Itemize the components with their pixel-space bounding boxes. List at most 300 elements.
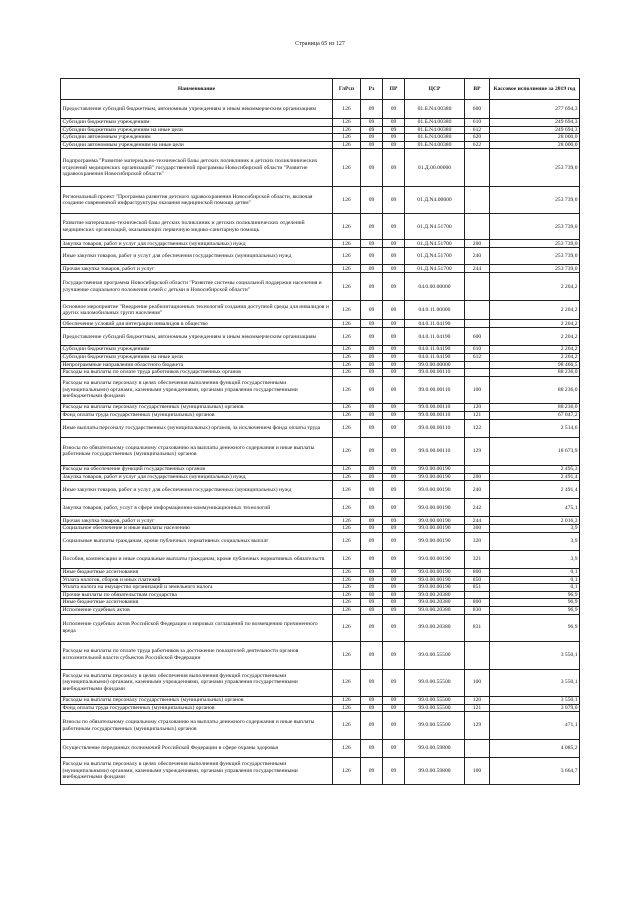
cell-pr: 09 bbox=[383, 599, 405, 607]
cell-vr: 240 bbox=[465, 481, 490, 499]
cell-csr: 01.Д.00.00000 bbox=[405, 149, 465, 187]
cell-name: Фонд оплаты труда государственных (муниципальных) органов bbox=[61, 704, 333, 712]
cell-name: Осуществление переданных полномочий Российской Федерации в сфере охраны здоровья bbox=[61, 740, 333, 758]
cell-pr: 09 bbox=[383, 141, 405, 149]
column-header-rz: Рз bbox=[361, 79, 383, 100]
cell-amount: 3 079,0 bbox=[490, 704, 580, 712]
cell-grbs: 126 bbox=[333, 517, 361, 525]
table-row bbox=[61, 591, 580, 599]
cell-csr: 04.0.11.00000 bbox=[405, 301, 465, 320]
cell-rz: 09 bbox=[361, 149, 383, 187]
cell-name: Расходы на выплаты персоналу государственных (муниципальных) органов bbox=[61, 696, 333, 704]
cell-amount: 253 739,0 bbox=[490, 240, 580, 248]
cell-name: Субсидии бюджетным учреждениям bbox=[61, 119, 333, 127]
cell-grbs: 126 bbox=[333, 361, 361, 369]
cell-rz: 09 bbox=[361, 273, 383, 301]
cell-csr: 01.Д.N4.51700 bbox=[405, 240, 465, 248]
cell-pr: 09 bbox=[383, 404, 405, 412]
table-row bbox=[61, 187, 580, 214]
cell-name: Предоставление субсидий бюджетным, автономным учреждениям и иным некоммерческим организациям bbox=[61, 328, 333, 346]
cell-grbs: 126 bbox=[333, 134, 361, 142]
cell-csr: 99.0.00.00110 bbox=[405, 419, 465, 437]
cell-rz: 09 bbox=[361, 525, 383, 533]
cell-grbs: 126 bbox=[333, 758, 361, 785]
cell-name: Исполнение судебных актов Российской Федерации и мировых соглашений по возмещению причиненного вреда bbox=[61, 614, 333, 641]
cell-amount: 3,9 bbox=[490, 550, 580, 568]
column-header-amount: Кассовое исполнение за 2019 год bbox=[490, 79, 580, 100]
table-row bbox=[61, 119, 580, 127]
cell-grbs: 126 bbox=[333, 696, 361, 704]
cell-grbs: 126 bbox=[333, 465, 361, 473]
cell-vr bbox=[465, 187, 490, 214]
cell-vr: 850 bbox=[465, 576, 490, 584]
cell-vr: 121 bbox=[465, 412, 490, 420]
cell-pr: 09 bbox=[383, 248, 405, 265]
cell-grbs: 126 bbox=[333, 473, 361, 481]
cell-grbs: 126 bbox=[333, 419, 361, 437]
cell-rz: 09 bbox=[361, 412, 383, 420]
cell-vr: 851 bbox=[465, 584, 490, 592]
cell-pr: 09 bbox=[383, 669, 405, 696]
cell-amount: 253 739,0 bbox=[490, 265, 580, 273]
cell-name: Уплата налога на имущество организаций и земельного налога bbox=[61, 584, 333, 592]
cell-amount: 3 550,1 bbox=[490, 641, 580, 669]
cell-pr: 09 bbox=[383, 465, 405, 473]
column-header-csr: ЦСР bbox=[405, 79, 465, 100]
cell-grbs: 126 bbox=[333, 301, 361, 320]
cell-vr: 830 bbox=[465, 606, 490, 614]
cell-amount: 2 204,2 bbox=[490, 346, 580, 354]
cell-pr: 09 bbox=[383, 419, 405, 437]
cell-vr bbox=[465, 214, 490, 240]
cell-rz: 09 bbox=[361, 591, 383, 599]
cell-rz: 09 bbox=[361, 353, 383, 361]
cell-csr: 01.Б.N4.00380 bbox=[405, 141, 465, 149]
cell-vr: 244 bbox=[465, 517, 490, 525]
cell-rz: 09 bbox=[361, 758, 383, 785]
table-row bbox=[61, 320, 580, 328]
cell-rz: 09 bbox=[361, 240, 383, 248]
cell-vr: 612 bbox=[465, 353, 490, 361]
column-header-name: Наименование bbox=[61, 79, 333, 100]
cell-amount: 88 236,0 bbox=[490, 377, 580, 404]
column-header-grbs: ГлРсп bbox=[333, 79, 361, 100]
cell-name: Иные закупки товаров, работ и услуг для обеспечения государственных (муниципальных) нужд bbox=[61, 248, 333, 265]
table-row bbox=[61, 134, 580, 142]
cell-grbs: 126 bbox=[333, 353, 361, 361]
cell-amount: 2 204,2 bbox=[490, 320, 580, 328]
cell-vr: 121 bbox=[465, 704, 490, 712]
cell-vr: 620 bbox=[465, 134, 490, 142]
cell-csr: 04.0.11.04190 bbox=[405, 328, 465, 346]
cell-grbs: 126 bbox=[333, 614, 361, 641]
cell-name: Региональный проект "Программа развития детского здравоохранения Новосибирской области, включая создание современной инфраструктуры оказания медицинской помощи детям" bbox=[61, 187, 333, 214]
table-row bbox=[61, 465, 580, 473]
cell-grbs: 126 bbox=[333, 669, 361, 696]
cell-csr: 99.0.00.00190 bbox=[405, 525, 465, 533]
cell-csr: 99.0.00.00110 bbox=[405, 412, 465, 420]
cell-amount: 2 204,2 bbox=[490, 328, 580, 346]
cell-pr: 09 bbox=[383, 696, 405, 704]
cell-rz: 09 bbox=[361, 126, 383, 134]
cell-name: Пособия, компенсации и иные социальные выплаты гражданам, кроме публичных нормативных обязательств bbox=[61, 550, 333, 568]
table-row bbox=[61, 437, 580, 465]
cell-vr bbox=[465, 641, 490, 669]
cell-amount: 3 664,7 bbox=[490, 758, 580, 785]
cell-csr: 99.0.00.00000 bbox=[405, 361, 465, 369]
cell-grbs: 126 bbox=[333, 149, 361, 187]
table-row bbox=[61, 550, 580, 568]
cell-rz: 09 bbox=[361, 517, 383, 525]
cell-vr: 831 bbox=[465, 614, 490, 641]
cell-grbs: 126 bbox=[333, 187, 361, 214]
cell-rz: 09 bbox=[361, 740, 383, 758]
cell-grbs: 126 bbox=[333, 704, 361, 712]
cell-name: Государственная программа Новосибирской области "Развитие системы социальной поддержки населения и улучшение социального положения семей с детьми в Новосибирской области" bbox=[61, 273, 333, 301]
cell-rz: 09 bbox=[361, 214, 383, 240]
column-header-pr: ПР bbox=[383, 79, 405, 100]
cell-csr: 99.0.00.55500 bbox=[405, 696, 465, 704]
cell-amount: 28 000,0 bbox=[490, 134, 580, 142]
cell-vr: 129 bbox=[465, 437, 490, 465]
table-row bbox=[61, 404, 580, 412]
cell-amount: 475,1 bbox=[490, 499, 580, 517]
cell-amount: 3,9 bbox=[490, 532, 580, 550]
cell-grbs: 126 bbox=[333, 532, 361, 550]
cell-vr: 129 bbox=[465, 712, 490, 740]
cell-name: Уплата налогов, сборов и иных платежей bbox=[61, 576, 333, 584]
cell-rz: 09 bbox=[361, 606, 383, 614]
cell-name: Иные бюджетные ассигнования bbox=[61, 568, 333, 576]
cell-pr: 09 bbox=[383, 499, 405, 517]
cell-amount: 2 491,4 bbox=[490, 473, 580, 481]
cell-name: Иные закупки товаров, работ и услуг для обеспечения государственных (муниципальных) нужд bbox=[61, 481, 333, 499]
table-header-row bbox=[61, 79, 580, 100]
cell-rz: 09 bbox=[361, 576, 383, 584]
cell-amount: 3 550,1 bbox=[490, 696, 580, 704]
cell-vr: 321 bbox=[465, 550, 490, 568]
cell-vr: 300 bbox=[465, 525, 490, 533]
cell-rz: 09 bbox=[361, 320, 383, 328]
table-row bbox=[61, 606, 580, 614]
cell-amount: 253 739,0 bbox=[490, 214, 580, 240]
cell-grbs: 126 bbox=[333, 126, 361, 134]
table-row bbox=[61, 240, 580, 248]
cell-name: Расходы на выплаты персоналу в целях обеспечения выполнения функций государственными (муниципальными) органами, казенными учреждениями, органами управления государственными внебюджетными фондами bbox=[61, 669, 333, 696]
cell-amount: 18 673,9 bbox=[490, 437, 580, 465]
cell-amount: 28 000,0 bbox=[490, 141, 580, 149]
cell-name: Субсидии автономным учреждениям bbox=[61, 134, 333, 142]
cell-rz: 09 bbox=[361, 100, 383, 119]
cell-pr: 09 bbox=[383, 240, 405, 248]
cell-csr: 99.0.00.00110 bbox=[405, 377, 465, 404]
cell-pr: 09 bbox=[383, 361, 405, 369]
cell-vr: 600 bbox=[465, 100, 490, 119]
cell-amount: 67 047,2 bbox=[490, 412, 580, 420]
cell-rz: 09 bbox=[361, 301, 383, 320]
cell-pr: 09 bbox=[383, 704, 405, 712]
cell-rz: 09 bbox=[361, 532, 383, 550]
cell-vr bbox=[465, 301, 490, 320]
table-row bbox=[61, 361, 580, 369]
cell-grbs: 126 bbox=[333, 576, 361, 584]
cell-amount: 96,9 bbox=[490, 614, 580, 641]
cell-csr: 99.0.00.59800 bbox=[405, 740, 465, 758]
cell-name: Расходы на выплаты персоналу в целях обеспечения выполнения функций государственными (муниципальными) органами, казенными учреждениями, органами управления государственными внебюджетными фондами bbox=[61, 377, 333, 404]
cell-csr: 01.Д.N4.00000 bbox=[405, 187, 465, 214]
cell-pr: 09 bbox=[383, 377, 405, 404]
cell-pr: 09 bbox=[383, 614, 405, 641]
cell-pr: 09 bbox=[383, 517, 405, 525]
cell-grbs: 126 bbox=[333, 100, 361, 119]
cell-amount: 96,9 bbox=[490, 591, 580, 599]
cell-rz: 09 bbox=[361, 437, 383, 465]
cell-name: Расходы на выплаты по оплате труда работников государственных органов bbox=[61, 369, 333, 377]
table-row bbox=[61, 100, 580, 119]
table-row bbox=[61, 517, 580, 525]
table-row bbox=[61, 532, 580, 550]
cell-pr: 09 bbox=[383, 346, 405, 354]
cell-csr: 01.Б.N4.00380 bbox=[405, 126, 465, 134]
cell-grbs: 126 bbox=[333, 265, 361, 273]
cell-amount: 2 204,2 bbox=[490, 301, 580, 320]
cell-amount: 2 491,4 bbox=[490, 481, 580, 499]
cell-csr: 04.0.11.04190 bbox=[405, 346, 465, 354]
cell-rz: 09 bbox=[361, 481, 383, 499]
cell-csr: 99.0.00.00190 bbox=[405, 465, 465, 473]
cell-pr: 09 bbox=[383, 591, 405, 599]
cell-vr: 200 bbox=[465, 240, 490, 248]
cell-pr: 09 bbox=[383, 273, 405, 301]
cell-vr: 800 bbox=[465, 599, 490, 607]
page-number-header: Страница 65 из 127 bbox=[295, 41, 345, 47]
cell-pr: 09 bbox=[383, 369, 405, 377]
table-row bbox=[61, 499, 580, 517]
cell-grbs: 126 bbox=[333, 550, 361, 568]
cell-csr: 99.0.00.20380 bbox=[405, 591, 465, 599]
cell-amount: 253 739,0 bbox=[490, 248, 580, 265]
cell-vr: 600 bbox=[465, 328, 490, 346]
cell-name: Обеспечение условий для интеграции инвалидов в общество bbox=[61, 320, 333, 328]
cell-csr: 99.0.00.55500 bbox=[405, 704, 465, 712]
cell-pr: 09 bbox=[383, 187, 405, 214]
cell-csr: 99.0.00.20380 bbox=[405, 614, 465, 641]
cell-csr: 99.0.00.55500 bbox=[405, 669, 465, 696]
cell-grbs: 126 bbox=[333, 481, 361, 499]
cell-name: Предоставление субсидий бюджетным, автономным учреждениям и иным некоммерческим организациям bbox=[61, 100, 333, 119]
cell-csr: 99.0.00.55500 bbox=[405, 712, 465, 740]
table-row bbox=[61, 584, 580, 592]
cell-name: Взносы по обязательному социальному страхованию на выплаты денежного содержания и иные выплаты работникам государственных (муниципальных) органов bbox=[61, 712, 333, 740]
cell-amount: 88 236,0 bbox=[490, 404, 580, 412]
cell-vr bbox=[465, 320, 490, 328]
cell-name: Социальное обеспечение и иные выплаты населению bbox=[61, 525, 333, 533]
table-row bbox=[61, 149, 580, 187]
cell-vr: 200 bbox=[465, 473, 490, 481]
cell-vr: 612 bbox=[465, 126, 490, 134]
table-row bbox=[61, 328, 580, 346]
cell-csr: 04.0.11.04190 bbox=[405, 320, 465, 328]
cell-rz: 09 bbox=[361, 473, 383, 481]
cell-grbs: 126 bbox=[333, 320, 361, 328]
cell-rz: 09 bbox=[361, 377, 383, 404]
table-row bbox=[61, 141, 580, 149]
cell-vr bbox=[465, 740, 490, 758]
cell-vr bbox=[465, 149, 490, 187]
cell-pr: 09 bbox=[383, 437, 405, 465]
cell-rz: 09 bbox=[361, 419, 383, 437]
table-row bbox=[61, 704, 580, 712]
cell-csr: 99.0.00.00110 bbox=[405, 404, 465, 412]
cell-grbs: 126 bbox=[333, 568, 361, 576]
cell-grbs: 126 bbox=[333, 499, 361, 517]
table-row bbox=[61, 412, 580, 420]
cell-grbs: 126 bbox=[333, 591, 361, 599]
cell-name: Субсидии бюджетным учреждениям на иные цели bbox=[61, 353, 333, 361]
cell-amount: 277 694,3 bbox=[490, 100, 580, 119]
cell-vr: 100 bbox=[465, 758, 490, 785]
cell-pr: 09 bbox=[383, 584, 405, 592]
table-row bbox=[61, 214, 580, 240]
table-row bbox=[61, 377, 580, 404]
cell-csr: 99.0.00.00110 bbox=[405, 369, 465, 377]
cell-pr: 09 bbox=[383, 525, 405, 533]
table-row bbox=[61, 265, 580, 273]
cell-csr: 01.Д.N4.51700 bbox=[405, 265, 465, 273]
cell-grbs: 126 bbox=[333, 740, 361, 758]
table-row bbox=[61, 712, 580, 740]
cell-name: Социальные выплаты гражданам, кроме публичных нормативных социальных выплат bbox=[61, 532, 333, 550]
cell-pr: 09 bbox=[383, 576, 405, 584]
cell-name: Прочие выплаты по обязательствам государства bbox=[61, 591, 333, 599]
cell-amount: 96,9 bbox=[490, 606, 580, 614]
cell-vr: 240 bbox=[465, 248, 490, 265]
cell-vr: 244 bbox=[465, 265, 490, 273]
cell-name: Закупка товаров, работ и услуг для государственных (муниципальных) нужд bbox=[61, 240, 333, 248]
table-row bbox=[61, 481, 580, 499]
cell-grbs: 126 bbox=[333, 584, 361, 592]
cell-rz: 09 bbox=[361, 369, 383, 377]
cell-vr: 800 bbox=[465, 568, 490, 576]
cell-rz: 09 bbox=[361, 584, 383, 592]
cell-csr: 99.0.00.00190 bbox=[405, 584, 465, 592]
cell-vr: 120 bbox=[465, 404, 490, 412]
cell-amount: 4 085,2 bbox=[490, 740, 580, 758]
cell-pr: 09 bbox=[383, 473, 405, 481]
cell-grbs: 126 bbox=[333, 599, 361, 607]
cell-grbs: 126 bbox=[333, 641, 361, 669]
cell-amount: 253 739,0 bbox=[490, 149, 580, 187]
budget-execution-table bbox=[60, 78, 580, 785]
cell-rz: 09 bbox=[361, 141, 383, 149]
cell-csr: 99.0.00.20380 bbox=[405, 606, 465, 614]
cell-rz: 09 bbox=[361, 614, 383, 641]
table-row bbox=[61, 525, 580, 533]
cell-rz: 09 bbox=[361, 328, 383, 346]
cell-amount: 2 514,6 bbox=[490, 419, 580, 437]
cell-grbs: 126 bbox=[333, 240, 361, 248]
table-row bbox=[61, 473, 580, 481]
table-row bbox=[61, 576, 580, 584]
table-row bbox=[61, 740, 580, 758]
cell-rz: 09 bbox=[361, 599, 383, 607]
cell-grbs: 126 bbox=[333, 214, 361, 240]
cell-csr: 99.0.00.00190 bbox=[405, 499, 465, 517]
table-row bbox=[61, 758, 580, 785]
cell-grbs: 126 bbox=[333, 369, 361, 377]
cell-rz: 09 bbox=[361, 669, 383, 696]
cell-vr: 610 bbox=[465, 119, 490, 127]
cell-grbs: 126 bbox=[333, 346, 361, 354]
cell-name: Развитие материально-технической базы детских поликлиник и детских поликлинических отделений медицинских организаций, оказывающих первичную медико-санитарную помощь bbox=[61, 214, 333, 240]
cell-pr: 09 bbox=[383, 134, 405, 142]
cell-pr: 09 bbox=[383, 568, 405, 576]
cell-pr: 09 bbox=[383, 320, 405, 328]
cell-name: Иные выплаты персоналу государственных (муниципальных) органов, за исключением фонда оплаты труда bbox=[61, 419, 333, 437]
cell-pr: 09 bbox=[383, 550, 405, 568]
cell-vr: 100 bbox=[465, 669, 490, 696]
cell-name: Непрограммные направления областного бюджета bbox=[61, 361, 333, 369]
cell-amount: 2 016,3 bbox=[490, 517, 580, 525]
cell-csr: 99.0.00.00190 bbox=[405, 481, 465, 499]
cell-amount: 471,1 bbox=[490, 712, 580, 740]
cell-amount: 2 204,2 bbox=[490, 353, 580, 361]
cell-grbs: 126 bbox=[333, 525, 361, 533]
table-row bbox=[61, 346, 580, 354]
column-header-vr: ВР bbox=[465, 79, 490, 100]
cell-name: Расходы на выплаты персоналу в целях обеспечения выполнения функций государственными (муниципальными) органами, казенными учреждениями, органами управления государственными внебюджетными фондами bbox=[61, 758, 333, 785]
cell-rz: 09 bbox=[361, 696, 383, 704]
cell-grbs: 126 bbox=[333, 606, 361, 614]
cell-csr: 99.0.00.20380 bbox=[405, 599, 465, 607]
cell-vr: 320 bbox=[465, 532, 490, 550]
cell-name: Основное мероприятие "Внедрение реабилитационных технологий создания доступной среды для инвалидов и других маломобильных групп населения" bbox=[61, 301, 333, 320]
cell-grbs: 126 bbox=[333, 119, 361, 127]
table-row bbox=[61, 599, 580, 607]
cell-rz: 09 bbox=[361, 641, 383, 669]
cell-amount: 249 694,3 bbox=[490, 126, 580, 134]
cell-name: Субсидии бюджетным учреждениям bbox=[61, 346, 333, 354]
cell-name: Фонд оплаты труда государственных (муниципальных) органов bbox=[61, 412, 333, 420]
cell-vr bbox=[465, 591, 490, 599]
cell-vr: 100 bbox=[465, 377, 490, 404]
cell-name: Взносы по обязательному социальному страхованию на выплаты денежного содержания и иные выплаты работникам государственных (муниципальных) органов bbox=[61, 437, 333, 465]
cell-pr: 09 bbox=[383, 740, 405, 758]
cell-vr: 120 bbox=[465, 696, 490, 704]
cell-vr bbox=[465, 465, 490, 473]
cell-rz: 09 bbox=[361, 248, 383, 265]
cell-pr: 09 bbox=[383, 265, 405, 273]
cell-vr: 122 bbox=[465, 419, 490, 437]
cell-rz: 09 bbox=[361, 265, 383, 273]
cell-vr: 610 bbox=[465, 346, 490, 354]
cell-csr: 99.0.00.00190 bbox=[405, 576, 465, 584]
cell-vr: 242 bbox=[465, 499, 490, 517]
table-row bbox=[61, 301, 580, 320]
table-row bbox=[61, 273, 580, 301]
cell-name: Исполнение судебных актов bbox=[61, 606, 333, 614]
cell-amount: 3,9 bbox=[490, 525, 580, 533]
table-row bbox=[61, 353, 580, 361]
cell-pr: 09 bbox=[383, 119, 405, 127]
cell-amount: 96,9 bbox=[490, 599, 580, 607]
cell-csr: 01.Д.N4.51700 bbox=[405, 214, 465, 240]
cell-csr: 01.Д.N4.51700 bbox=[405, 248, 465, 265]
cell-csr: 01.Б.N4.00380 bbox=[405, 100, 465, 119]
cell-amount: 2 204,2 bbox=[490, 273, 580, 301]
cell-pr: 09 bbox=[383, 481, 405, 499]
table-row bbox=[61, 696, 580, 704]
